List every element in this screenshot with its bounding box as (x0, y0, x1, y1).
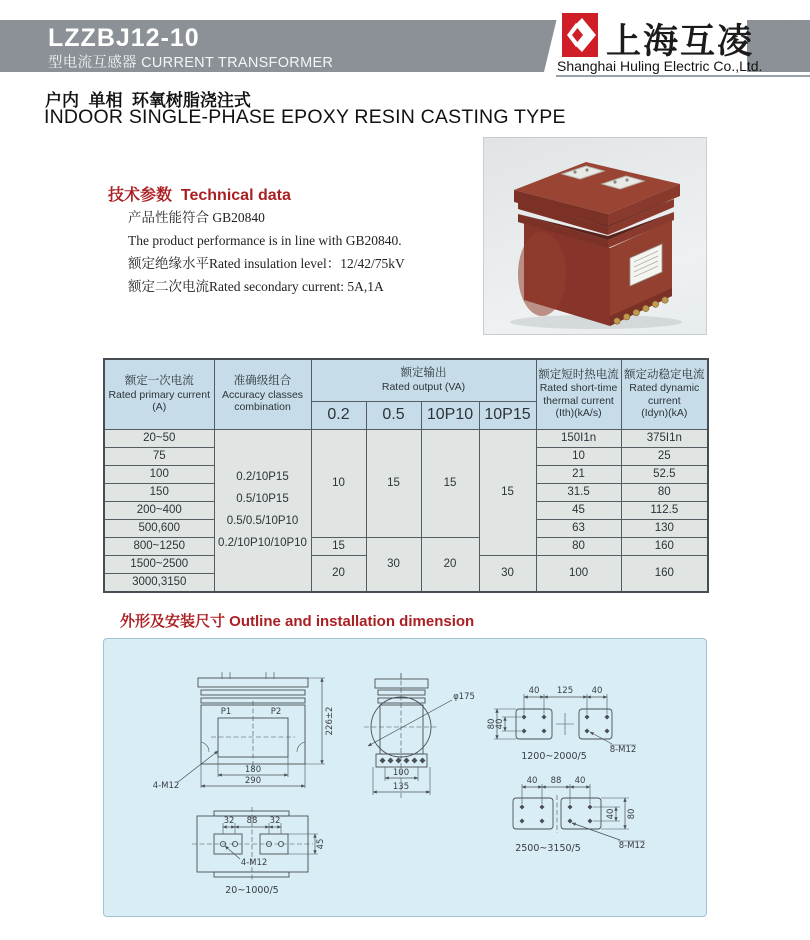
side-dim-diameter: φ175 (453, 692, 475, 702)
front-dim-180: 180 (244, 765, 262, 775)
col-header-primary-current: 额定一次电流 Rated primary current (A) (104, 359, 214, 429)
front-label-p1: P1 (220, 707, 232, 717)
technical-data-heading: 技术参数 Technical data (108, 187, 291, 204)
pat1-dim-40b: 40 (591, 686, 603, 696)
td-ith: 63 (536, 519, 621, 537)
pat2-dim-40-vert: 40 (606, 808, 616, 820)
td-primary: 75 (104, 447, 214, 465)
td-primary: 200~400 (104, 501, 214, 519)
bottom-view-drawing (192, 807, 326, 896)
product-type-subtitle: 型电流互感器 CURRENT TRANSFORMER (48, 55, 334, 71)
product-photo-illustration (484, 138, 706, 334)
intro-title-cn: 户内 单相 环氧树脂浇注式 (45, 91, 251, 110)
bottom-dim-32a: 32 (223, 816, 235, 826)
spec-table (103, 358, 709, 593)
td-output-05: 30 (366, 537, 421, 592)
td-ith: 21 (536, 465, 621, 483)
bottom-bolt-label: 4-M12 (240, 858, 268, 868)
td-primary: 20~50 (104, 429, 214, 447)
pat2-bolt-label: 8-M12 (618, 841, 646, 851)
col-header-dynamic-current: 额定动稳定电流 Rated dynamic current (Idyn)(kA) (621, 359, 708, 429)
td-ith: 150I1n (536, 429, 621, 447)
subcol-0-2: 0.2 (311, 401, 366, 429)
td-output-02: 15 (311, 537, 366, 555)
td-output-10p15: 15 (479, 429, 536, 555)
td-primary: 100 (104, 465, 214, 483)
td-output-02: 20 (311, 555, 366, 592)
td-ith: 10 (536, 447, 621, 465)
side-view-drawing (364, 673, 475, 799)
subcol-10p10: 10P10 (421, 401, 479, 429)
td-output-10p15: 30 (479, 555, 536, 592)
pat2-dim-40a: 40 (526, 776, 538, 786)
td-output-05: 15 (366, 429, 421, 537)
subcol-10p15: 10P15 (479, 401, 536, 429)
tech-line-standard-cn: 产品性能符合 GB20840 (128, 210, 265, 225)
intro-title-en: INDOOR SINGLE-PHASE EPOXY RESIN CASTING TYPE (44, 106, 566, 128)
td-idyn: 112.5 (621, 501, 708, 519)
bottom-caption: 20~1000/5 (225, 885, 279, 896)
td-idyn: 375I1n (621, 429, 708, 447)
pat2-dim-80-vert: 80 (627, 808, 637, 820)
bottom-dim-45: 45 (316, 838, 326, 850)
pat1-dim-40-vert: 40 (495, 718, 505, 730)
mounting-pattern-1-drawing (487, 686, 636, 762)
pat1-caption: 1200~2000/5 (521, 751, 587, 762)
product-model-title: LZZBJ12-10 (48, 24, 200, 52)
pat1-bolt-label: 8-M12 (609, 745, 637, 755)
td-output-10p10: 15 (421, 429, 479, 537)
front-dim-290: 290 (244, 776, 262, 786)
td-idyn: 25 (621, 447, 708, 465)
front-bolt-label: 4-M12 (152, 781, 180, 791)
td-output-02: 10 (311, 429, 366, 537)
pat1-dim-40a: 40 (528, 686, 540, 696)
brand-name-cn: 上海互凌 (606, 22, 755, 61)
col-header-rated-output: 额定输出 Rated output (VA) (311, 359, 536, 401)
td-idyn: 80 (621, 483, 708, 501)
bottom-dim-88: 88 (246, 816, 258, 826)
brand-underline (556, 75, 810, 77)
td-primary: 150 (104, 483, 214, 501)
col-header-thermal-current: 额定短时热电流 Rated short-time thermal current (Ith)(kA/s) (536, 359, 621, 429)
huling-logo-icon (562, 13, 598, 57)
td-ith: 31.5 (536, 483, 621, 501)
td-ith: 80 (536, 537, 621, 555)
td-idyn: 52.5 (621, 465, 708, 483)
col-header-accuracy: 准确级组合 Accuracy classes combination (214, 359, 311, 429)
outline-section-heading: 外形及安装尺寸 Outline and installation dimension (120, 613, 475, 630)
technical-data-lines (128, 206, 405, 298)
td-idyn: 130 (621, 519, 708, 537)
td-primary: 800~1250 (104, 537, 214, 555)
front-dim-height: 226±2 (325, 706, 335, 736)
td-ith: 100 (536, 555, 621, 592)
td-primary: 1500~2500 (104, 555, 214, 573)
tech-line-insulation: 额定绝缘水平Rated insulation level：12/42/75kV (128, 256, 405, 271)
brand-name-en: Shanghai Huling Electric Co.,Ltd. (557, 58, 763, 74)
pat2-dim-88: 88 (550, 776, 562, 786)
td-idyn: 160 (621, 555, 708, 592)
td-accuracy-combinations: 0.2/10P15 0.5/10P15 0.5/0.5/10P10 0.2/10P10/10P10 (214, 429, 311, 592)
table-row (104, 537, 708, 555)
td-primary: 500,600 (104, 519, 214, 537)
tech-line-secondary-current: 额定二次电流Rated secondary current: 5A,1A (128, 279, 384, 294)
tech-line-standard-en: The product performance is in line with GB20840. (128, 233, 402, 248)
td-primary: 3000,3150 (104, 573, 214, 592)
td-idyn: 160 (621, 537, 708, 555)
td-output-10p10: 20 (421, 537, 479, 592)
table-row (104, 429, 708, 447)
pat2-dim-40b: 40 (574, 776, 586, 786)
front-label-p2: P2 (270, 707, 282, 717)
td-ith: 45 (536, 501, 621, 519)
mounting-pattern-2-drawing (513, 776, 645, 854)
front-view-drawing (153, 672, 335, 791)
pat2-caption: 2500~3150/5 (515, 843, 581, 854)
product-photo (483, 137, 707, 335)
bottom-dim-32b: 32 (269, 816, 281, 826)
side-dim-135: 135 (392, 782, 410, 792)
pat1-dim-125: 125 (556, 686, 574, 696)
subcol-0-5: 0.5 (366, 401, 421, 429)
pat1-dim-80-vert: 80 (487, 718, 497, 730)
outline-drawing-panel (103, 638, 707, 917)
side-dim-100: 100 (392, 768, 410, 778)
